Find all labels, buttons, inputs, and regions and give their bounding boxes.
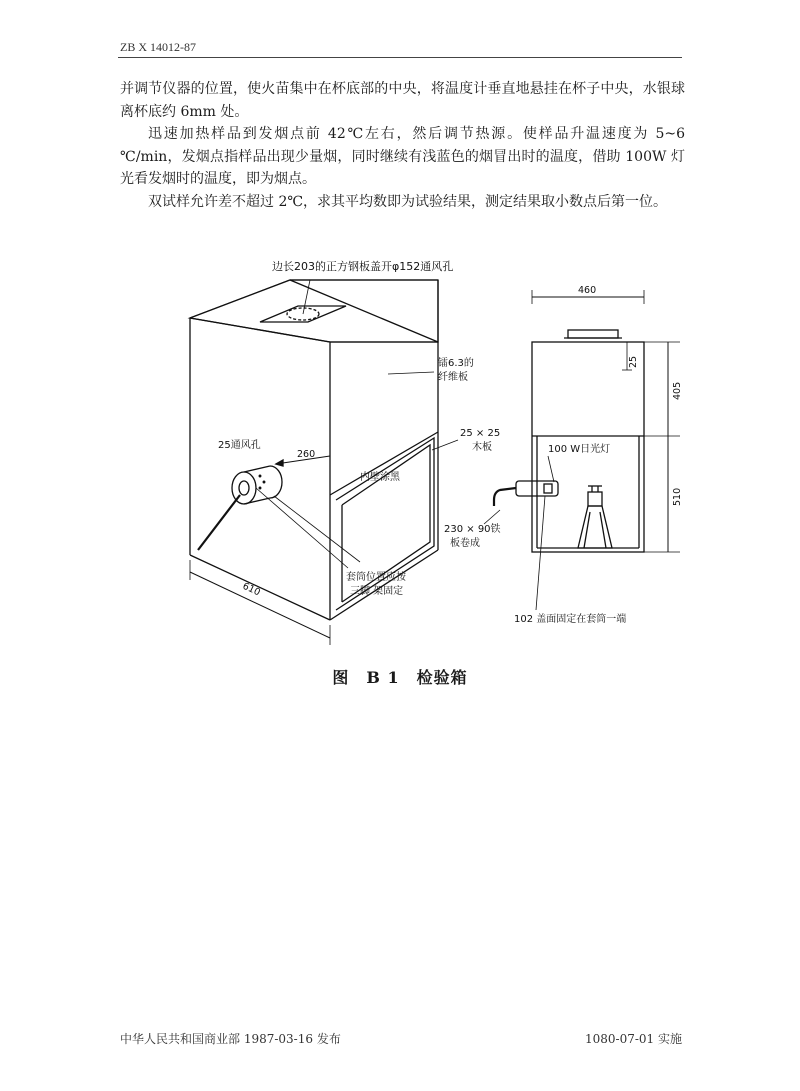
paragraph-2: 迅速加热样品到发烟点前 42℃左右，然后调节热源。使样品升温速度为 5~6 ℃/min，发烟点指样品出现少量烟，同时继续有浅蓝色的烟冒出时的温度，借助 100W 灯光看发烟时的温度，即为烟点。 bbox=[120, 126, 685, 187]
test-box-drawing bbox=[160, 250, 700, 650]
label-iron-1: 230 × 90铁 bbox=[444, 524, 501, 535]
dim-405: 405 bbox=[672, 381, 683, 400]
dim-510: 510 bbox=[672, 487, 683, 506]
figure-test-box bbox=[160, 250, 700, 650]
rod bbox=[198, 495, 240, 550]
label-iron-2: 板卷成 bbox=[450, 538, 480, 549]
dim-260: 260 bbox=[297, 449, 316, 460]
label-lamp: 100 W日光灯 bbox=[548, 444, 611, 455]
label-tripod-2: 三脚 架固定 bbox=[350, 586, 404, 597]
footer-issue-info: 中华人民共和国商业部 1987-03-16 发布 bbox=[120, 1032, 341, 1046]
figure-caption: 图 B 1 检验箱 bbox=[332, 668, 468, 687]
footer-implement-info: 1080-07-01 实施 bbox=[584, 1032, 682, 1046]
paragraph-3: 双试样允许差不超过 2℃，求其平均数即为试验结果，测定结果取小数点后第一位。 bbox=[148, 193, 668, 210]
dim-460: 460 bbox=[578, 285, 597, 296]
label-tripod-1: 套筒位置应按 bbox=[346, 572, 406, 583]
label-fiberboard-1: 镭6.3的 bbox=[438, 358, 474, 369]
paragraph-1: 并调节仪器的位置，使火苗集中在杯底部的中央，将温度计垂直地悬挂在杯子中央，水银球离杯底约 6mm 处。 bbox=[120, 81, 685, 120]
label-cap: 102 盖面固定在套筒一端 bbox=[514, 614, 627, 625]
label-wood-1: 25 × 25 bbox=[460, 428, 501, 439]
label-top-plate: 边长203的正方钢板盖开φ152通风孔 bbox=[272, 260, 454, 273]
label-wood-2: 木板 bbox=[472, 442, 492, 453]
header-rule bbox=[118, 57, 682, 58]
dim-25: 25 bbox=[628, 355, 639, 368]
document-code: ZB X 14012-87 bbox=[120, 40, 196, 54]
label-vent: 25通风孔 bbox=[218, 440, 261, 451]
label-inner-wall: 内壁涂黑 bbox=[360, 472, 400, 483]
tripod-stand bbox=[578, 506, 612, 548]
body-text bbox=[120, 78, 685, 213]
dim-610: 610 bbox=[240, 580, 262, 599]
label-fiberboard-2: 纤维板 bbox=[438, 372, 468, 383]
